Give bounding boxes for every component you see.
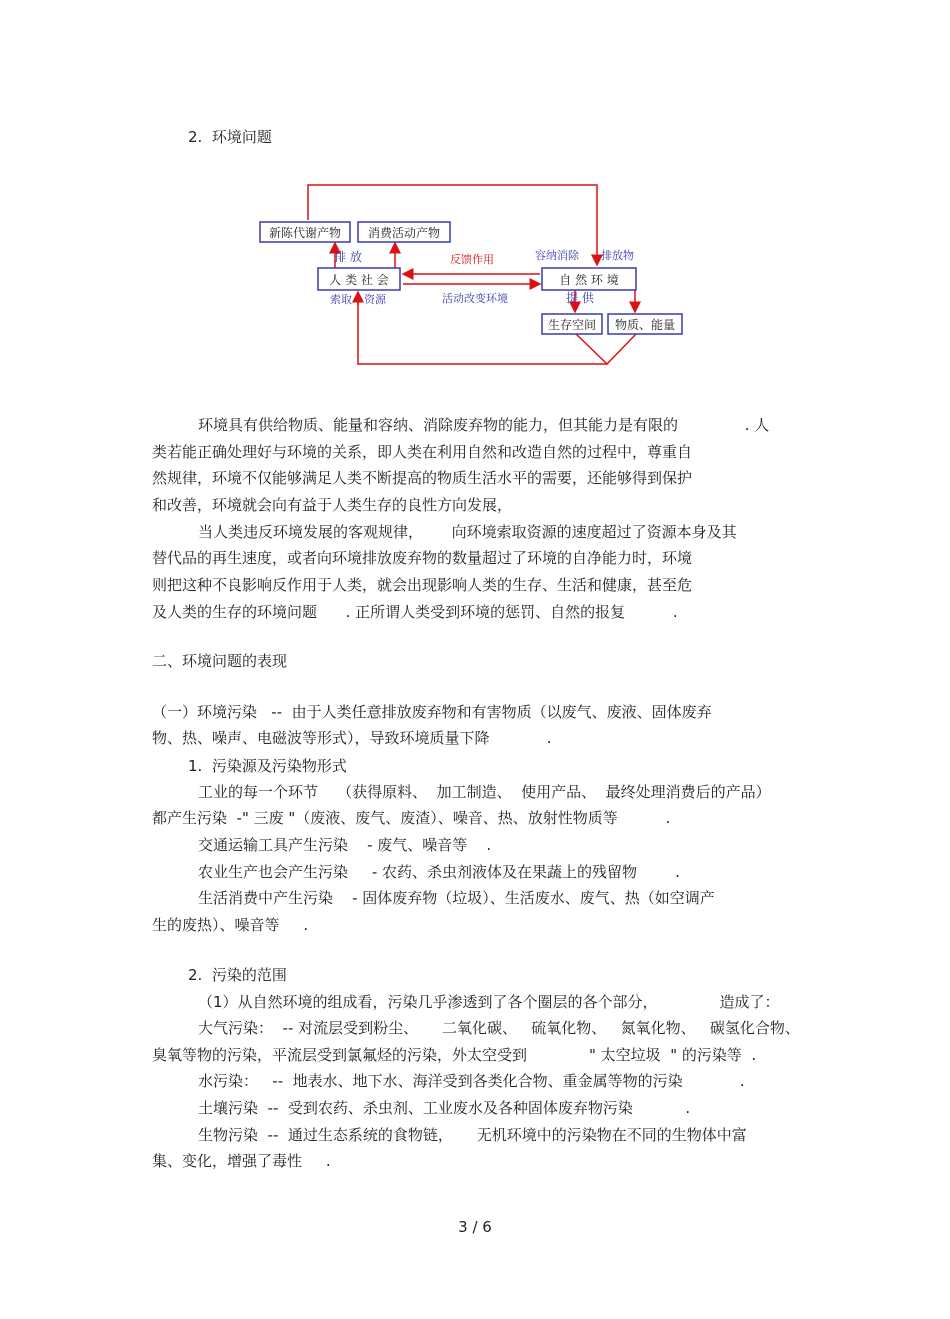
label-activity-change: 活动改变环境 xyxy=(442,292,508,305)
paragraph-line: 然规律，环境不仅能够满足人类不断提高的物质生活水平的需要，还能够得到保护 xyxy=(152,469,693,487)
box-society-label: 人 类 社 会 xyxy=(329,273,389,287)
label-resources: 资源 xyxy=(364,293,386,306)
paragraph-line: 生的废热）、噪音等 . xyxy=(152,916,309,934)
paragraph-line: 类若能正确处理好与环境的关系，即人类在利用自然和改造自然的过程中，尊重自 xyxy=(152,443,693,461)
paragraph-line: 农业生产也会产生污染 - 农药、杀虫剂液体及在果蔬上的残留物 . xyxy=(198,863,680,881)
paragraph-line: 生活消费中产生污染 - 固体废弃物（垃圾）、生活废水、废气、热（如空调产 xyxy=(198,889,715,907)
paragraph-line: （1）从自然环境的组成看，污染几乎渗透到了各个圈层的各个部分， 造成了： xyxy=(198,993,780,1011)
paragraph-line: 替代品的再生速度，或者向环境排放废弃物的数量超过了环境的自净能力时，环境 xyxy=(152,549,693,567)
label-discharge: 排 放 xyxy=(334,250,362,264)
heading-environment-problem: 2. 环境问题 xyxy=(188,128,272,146)
environment-diagram xyxy=(250,180,700,370)
paragraph-line: 集、变化，增强了毒性 . xyxy=(152,1152,331,1170)
paragraph-line: 工业的每一个环节 （获得原料、 加工制造、 使用产品、 最终处理消费后的产品） xyxy=(198,783,771,801)
label-provide: 提 供 xyxy=(566,291,594,305)
paragraph-line: 都产生污染 -" 三废 "（废液、废气、废渣）、噪音、热、放射性物质等 . xyxy=(152,809,671,827)
paragraph-line: 当人类违反环境发展的客观规律， 向环境索取资源的速度超过了资源本身及其 xyxy=(198,523,737,541)
box-consumption-label: 消费活动产物 xyxy=(367,226,441,240)
paragraph-line: 则把这种不良影响反作用于人类，就会出现影响人类的生存、生活和健康，甚至危 xyxy=(152,576,693,594)
box-nature-label: 自 然 环 境 xyxy=(559,273,619,287)
paragraph-line: 臭氧等物的污染，平流层受到氯氟烃的污染，外太空受到 " 太空垃圾 " 的污染等 . xyxy=(152,1046,757,1064)
paragraph-line: 水污染： -- 地表水、地下水、海洋受到各类化合物、重金属等物的污染 . xyxy=(198,1072,745,1090)
subheading: 2. 污染的范围 xyxy=(188,966,287,984)
paragraph-line: 生物污染 -- 通过生态系统的食物链， 无机环境中的污染物在不同的生物体中富 xyxy=(198,1126,747,1144)
paragraph-line: 土壤污染 -- 受到农药、杀虫剂、工业废水及各种固体废弃物污染 . xyxy=(198,1099,691,1117)
paragraph-line: 物、热、噪声、电磁波等形式），导致环境质量下降 . xyxy=(152,729,552,747)
paragraph-line: 交通运输工具产生污染 - 废气、噪音等 . xyxy=(198,836,492,854)
box-material-energy-label: 物质、能量 xyxy=(614,318,676,332)
box-living-space-label: 生存空间 xyxy=(547,318,597,332)
paragraph-line: （一）环境污染 -- 由于人类任意排放废弃物和有害物质（以废气、废液、固体废弃 xyxy=(152,703,712,721)
label-emissions: 排放物 xyxy=(601,249,634,262)
section-heading: 二、环境问题的表现 xyxy=(152,652,288,670)
label-feedback: 反馈作用 xyxy=(450,253,494,266)
subheading: 1. 污染源及污染物形式 xyxy=(188,757,347,775)
paragraph-line: 大气污染： -- 对流层受到粉尘、 二氧化碳、 硫氧化物、 氮氧化物、 碳氢化合物、 xyxy=(198,1019,800,1037)
page-number: 3 / 6 xyxy=(458,1218,492,1236)
label-absorb: 容纳消除 xyxy=(535,249,579,262)
paragraph-line: 和改善，环境就会向有益于人类生存的良性方向发展， xyxy=(152,496,513,514)
box-metabolism-label: 新陈代谢产物 xyxy=(268,226,342,240)
paragraph-line: 环境具有供给物质、能量和容纳、消除废弃物的能力，但其能力是有限的 . 人 xyxy=(198,416,770,434)
provide-bottom-loop-right xyxy=(607,333,637,364)
paragraph-line: 及人类的生存的环境问题 . 正所谓人类受到环境的惩罚、自然的报复 . xyxy=(152,603,678,621)
label-extract: 索取 xyxy=(330,293,352,306)
